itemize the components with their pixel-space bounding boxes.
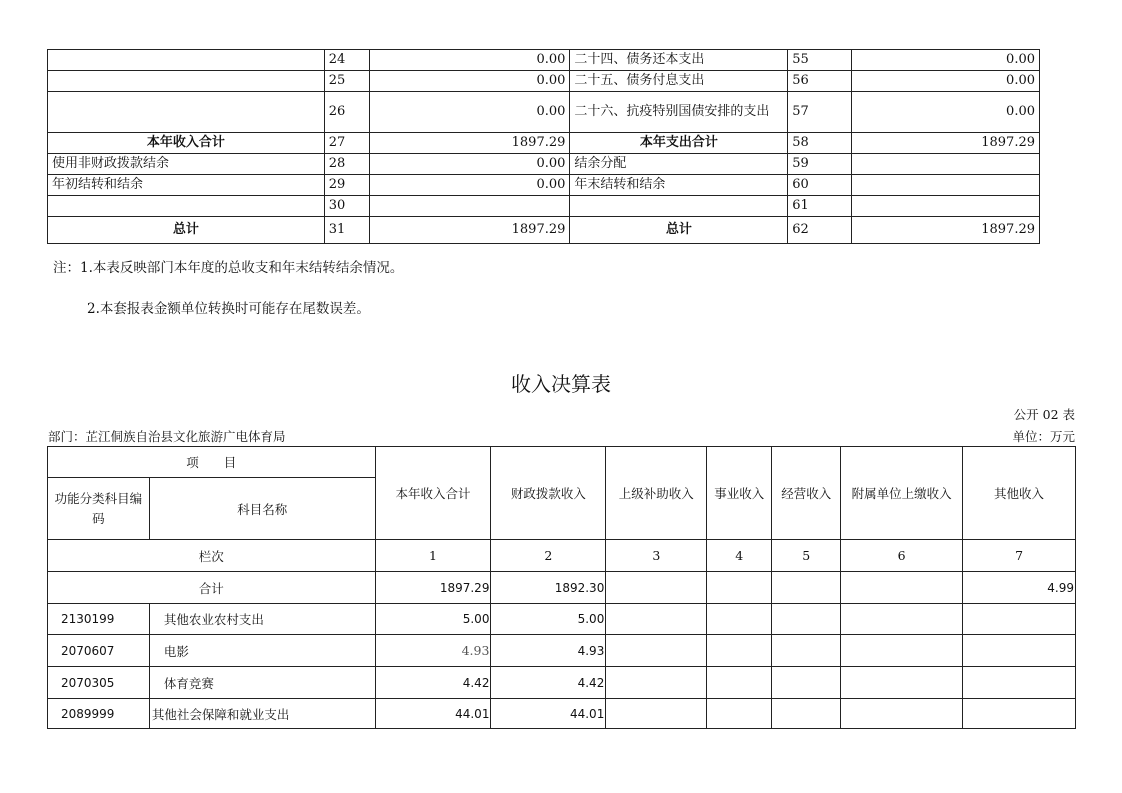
subject-name: 其他农业农村支出 — [149, 604, 375, 635]
table-row — [48, 604, 1076, 635]
note-1: 注：1.本表反映部门本年度的总收支和年末结转结余情况。 — [53, 260, 404, 276]
empty-cell — [963, 635, 1076, 667]
header-row — [48, 447, 1076, 478]
report-title: 收入决算表 — [511, 372, 611, 396]
function-code-header: 功能分类科目编码 — [48, 478, 150, 540]
unit-label: 单位：万元 — [1012, 429, 1075, 444]
table-row — [48, 154, 1040, 175]
income-table — [47, 446, 1076, 729]
income-amount: 1897.29 — [369, 217, 570, 244]
expense-item: 二十五、债务付息支出 — [570, 71, 788, 92]
income-item — [48, 92, 325, 133]
total-row — [48, 572, 1076, 604]
expense-amount: 1897.29 — [852, 133, 1040, 154]
expense-amount — [852, 154, 1040, 175]
empty-cell — [772, 667, 841, 699]
empty-cell — [606, 604, 707, 635]
income-line-no: 30 — [324, 196, 369, 217]
expense-amount — [852, 175, 1040, 196]
empty-cell — [707, 667, 772, 699]
expense-line-no: 59 — [788, 154, 852, 175]
table-row — [48, 71, 1040, 92]
empty-cell — [707, 635, 772, 667]
total-label: 合计 — [48, 572, 376, 604]
expense-subtotal-label: 本年支出合计 — [570, 133, 788, 154]
empty-cell — [963, 604, 1076, 635]
subject-name: 体育竞赛 — [149, 667, 375, 699]
income-line-no: 25 — [324, 71, 369, 92]
income-item — [48, 50, 325, 71]
department-label: 部门：芷江侗族自治县文化旅游广电体育局 — [48, 429, 286, 444]
empty-cell — [772, 699, 841, 729]
table-row — [48, 133, 1040, 154]
table-row — [48, 699, 1076, 729]
column-number: 4 — [707, 540, 772, 572]
empty-cell — [606, 667, 707, 699]
table-row — [48, 667, 1076, 699]
subject-name: 电影 — [149, 635, 375, 667]
column-number: 2 — [491, 540, 606, 572]
empty-cell — [841, 699, 963, 729]
empty-cell — [707, 572, 772, 604]
total-income-value: 4.93 — [375, 635, 491, 667]
empty-cell — [606, 572, 707, 604]
income-amount — [369, 196, 570, 217]
column-number: 5 — [772, 540, 841, 572]
empty-cell — [606, 699, 707, 729]
empty-cell — [772, 604, 841, 635]
expense-grand-total-label: 总计 — [570, 217, 788, 244]
business-income-header: 事业收入 — [707, 447, 772, 540]
fiscal-income-value: 5.00 — [491, 604, 606, 635]
empty-cell — [772, 572, 841, 604]
empty-cell — [707, 604, 772, 635]
income-amount: 0.00 — [369, 71, 570, 92]
income-line-no: 27 — [324, 133, 369, 154]
income-item — [48, 71, 325, 92]
total-income-value: 5.00 — [375, 604, 491, 635]
total-income-value: 44.01 — [375, 699, 491, 729]
income-line-no: 29 — [324, 175, 369, 196]
subject-name-header: 科目名称 — [149, 478, 375, 540]
expense-item: 二十四、债务还本支出 — [570, 50, 788, 71]
income-subtotal-label: 本年收入合计 — [48, 133, 325, 154]
column-index-row — [48, 540, 1076, 572]
column-number: 7 — [963, 540, 1076, 572]
total-income-header: 本年收入合计 — [375, 447, 491, 540]
empty-cell — [606, 635, 707, 667]
empty-cell — [772, 635, 841, 667]
table-row — [48, 50, 1040, 71]
item-header: 项 目 — [48, 447, 376, 478]
expense-amount: 0.00 — [852, 71, 1040, 92]
column-number: 6 — [841, 540, 963, 572]
income-line-no: 28 — [324, 154, 369, 175]
empty-cell — [963, 667, 1076, 699]
income-line-no: 26 — [324, 92, 369, 133]
expense-amount: 0.00 — [852, 92, 1040, 133]
empty-cell — [707, 699, 772, 729]
table-row — [48, 175, 1040, 196]
expense-item: 二十六、抗疫特别国债安排的支出 — [570, 92, 788, 133]
fiscal-income-value: 4.42 — [491, 667, 606, 699]
other-income-header: 其他收入 — [963, 447, 1076, 540]
empty-cell — [841, 572, 963, 604]
other-income-value: 4.99 — [963, 572, 1076, 604]
expense-amount: 0.00 — [852, 50, 1040, 71]
column-number: 3 — [606, 540, 707, 572]
expense-line-no: 61 — [788, 196, 852, 217]
table-row — [48, 217, 1040, 244]
fiscal-income-value: 44.01 — [491, 699, 606, 729]
subject-name: 其他社会保障和就业支出 — [149, 699, 375, 729]
expense-line-no: 58 — [788, 133, 852, 154]
income-amount: 0.00 — [369, 175, 570, 196]
income-item: 使用非财政拨款结余 — [48, 154, 325, 175]
fiscal-income-header: 财政拨款收入 — [491, 447, 606, 540]
table-row — [48, 196, 1040, 217]
expense-line-no: 62 — [788, 217, 852, 244]
superior-subsidy-header: 上级补助收入 — [606, 447, 707, 540]
summary-table — [47, 49, 1040, 244]
function-code: 2089999 — [48, 699, 150, 729]
empty-cell — [963, 699, 1076, 729]
expense-line-no: 56 — [788, 71, 852, 92]
income-amount: 0.00 — [369, 92, 570, 133]
income-item: 年初结转和结余 — [48, 175, 325, 196]
expense-item — [570, 196, 788, 217]
expense-amount: 1897.29 — [852, 217, 1040, 244]
total-income-value: 4.42 — [375, 667, 491, 699]
income-grand-total-label: 总计 — [48, 217, 325, 244]
expense-line-no: 57 — [788, 92, 852, 133]
empty-cell — [841, 604, 963, 635]
expense-item: 年末结转和结余 — [570, 175, 788, 196]
expense-amount — [852, 196, 1040, 217]
fiscal-income-value: 4.93 — [491, 635, 606, 667]
column-index-label: 栏次 — [48, 540, 376, 572]
total-income-value: 1897.29 — [375, 572, 491, 604]
expense-line-no: 55 — [788, 50, 852, 71]
income-item — [48, 196, 325, 217]
income-amount: 0.00 — [369, 50, 570, 71]
function-code: 2130199 — [48, 604, 150, 635]
income-line-no: 31 — [324, 217, 369, 244]
form-code: 公开 02 表 — [1013, 407, 1075, 422]
column-number: 1 — [375, 540, 491, 572]
table-row — [48, 635, 1076, 667]
expense-item: 结余分配 — [570, 154, 788, 175]
table-row — [48, 92, 1040, 133]
note-2: 2.本套报表金额单位转换时可能存在尾数误差。 — [87, 301, 370, 317]
function-code: 2070607 — [48, 635, 150, 667]
income-amount: 0.00 — [369, 154, 570, 175]
empty-cell — [841, 667, 963, 699]
expense-line-no: 60 — [788, 175, 852, 196]
function-code: 2070305 — [48, 667, 150, 699]
empty-cell — [841, 635, 963, 667]
income-line-no: 24 — [324, 50, 369, 71]
affiliated-income-header: 附属单位上缴收入 — [841, 447, 963, 540]
operating-income-header: 经营收入 — [772, 447, 841, 540]
fiscal-income-value: 1892.30 — [491, 572, 606, 604]
income-amount: 1897.29 — [369, 133, 570, 154]
